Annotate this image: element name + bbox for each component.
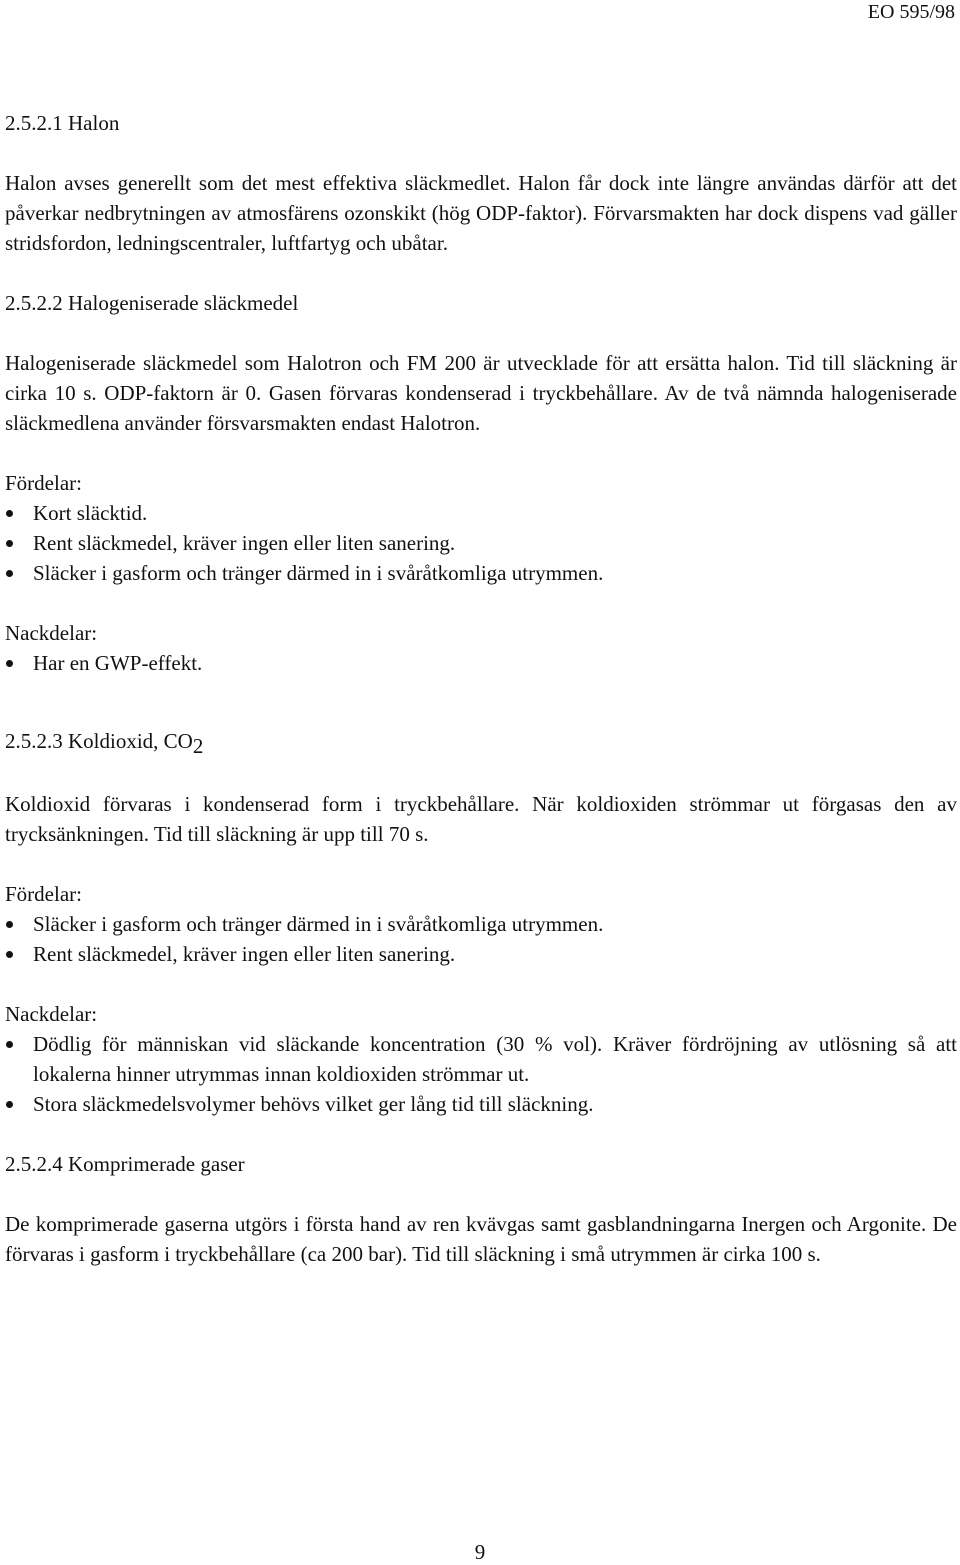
bullet-icon xyxy=(6,1101,13,1108)
list-item xyxy=(5,1029,957,1089)
list-item xyxy=(5,558,957,588)
bullet-icon xyxy=(6,510,13,517)
page-number: 9 xyxy=(474,1540,486,1564)
list-item-text: Rent släckmedel, kräver ingen eller liten sanering. xyxy=(33,942,456,966)
section-heading-halon: 2.5.2.1 Halon xyxy=(5,111,120,135)
list-item-text: Släcker i gasform och tränger därmed in i svåråtkomliga utrymmen. xyxy=(33,912,604,936)
section-heading-koldioxid xyxy=(5,726,957,756)
list-item xyxy=(5,909,957,939)
document-body xyxy=(5,108,957,1299)
list-item-text: Släcker i gasform och tränger därmed in i svåråtkomliga utrymmen. xyxy=(33,561,604,585)
section-heading-komprimerade: 2.5.2.4 Komprimerade gaser xyxy=(5,1152,245,1176)
list-item xyxy=(5,528,957,558)
paragraph-koldioxid: Koldioxid förvaras i kondenserad form i tryckbehållare. När koldioxiden strömmar ut förgasas den av trycksänkningen. Tid till släckning är upp till 70 s. xyxy=(5,792,957,846)
list-item-text: Stora släckmedelsvolymer behövs vilket ger lång tid till släckning. xyxy=(33,1092,594,1116)
paragraph-halon: Halon avses generellt som det mest effektiva släckmedlet. Halon får dock inte längre användas därför att det påverkar nedbrytningen av atmosfärens ozonskikt (hög ODP-faktor). Förvarsmakten har dock dispens vad gäller stridsfordon, ledningscentraler, luftfartyg och ubåtar. xyxy=(5,171,957,255)
subscript: 2 xyxy=(192,734,204,758)
bullet-icon xyxy=(6,1041,13,1048)
paragraph-halogeniserade: Halogeniserade släckmedel som Halotron och FM 200 är utvecklade för att ersätta halon. Tid till släckning är cirka 10 s. ODP-faktorn är 0. Gasen förvaras kondenserad i tryckbehållare. Av de två nämnda halogeniserade släckmedlena använder försvarsmakten endast Halotron. xyxy=(5,351,957,435)
list-item xyxy=(5,939,957,969)
section-heading-halogeniserade: 2.5.2.2 Halogeniserade släckmedel xyxy=(5,291,299,315)
list-item-text: Kort släcktid. xyxy=(33,501,148,525)
list-item xyxy=(5,648,957,678)
heading-text: 2.5.2.3 Koldioxid, CO xyxy=(5,729,193,753)
cons-list xyxy=(5,1029,957,1119)
pros-list xyxy=(5,909,957,969)
list-item-text: Rent släckmedel, kräver ingen eller liten sanering. xyxy=(33,531,456,555)
bullet-icon xyxy=(6,540,13,547)
pros-label: Fördelar: xyxy=(5,882,82,906)
cons-label: Nackdelar: xyxy=(5,621,98,645)
list-item-text: Har en GWP-effekt. xyxy=(33,651,203,675)
document-reference: EO 595/98 xyxy=(867,1,955,23)
cons-list xyxy=(5,648,957,678)
bullet-icon xyxy=(6,570,13,577)
list-item-text: Dödlig för människan vid släckande koncentration (30 % vol). Kräver fördröjning av utlösning så att lokalerna hinner utrymmas innan koldioxiden strömmar ut. xyxy=(33,1032,957,1086)
pros-label: Fördelar: xyxy=(5,471,82,495)
bullet-icon xyxy=(6,921,13,928)
paragraph-komprimerade: De komprimerade gaserna utgörs i första hand av ren kvävgas samt gasblandningarna Inergen och Argonite. De förvaras i gasform i tryckbehållare (ca 200 bar). Tid till släckning i små utrymmen är cirka 100 s. xyxy=(5,1212,957,1266)
bullet-icon xyxy=(6,951,13,958)
cons-label: Nackdelar: xyxy=(5,1002,98,1026)
list-item xyxy=(5,498,957,528)
list-item xyxy=(5,1089,957,1119)
pros-list xyxy=(5,498,957,588)
bullet-icon xyxy=(6,660,13,667)
